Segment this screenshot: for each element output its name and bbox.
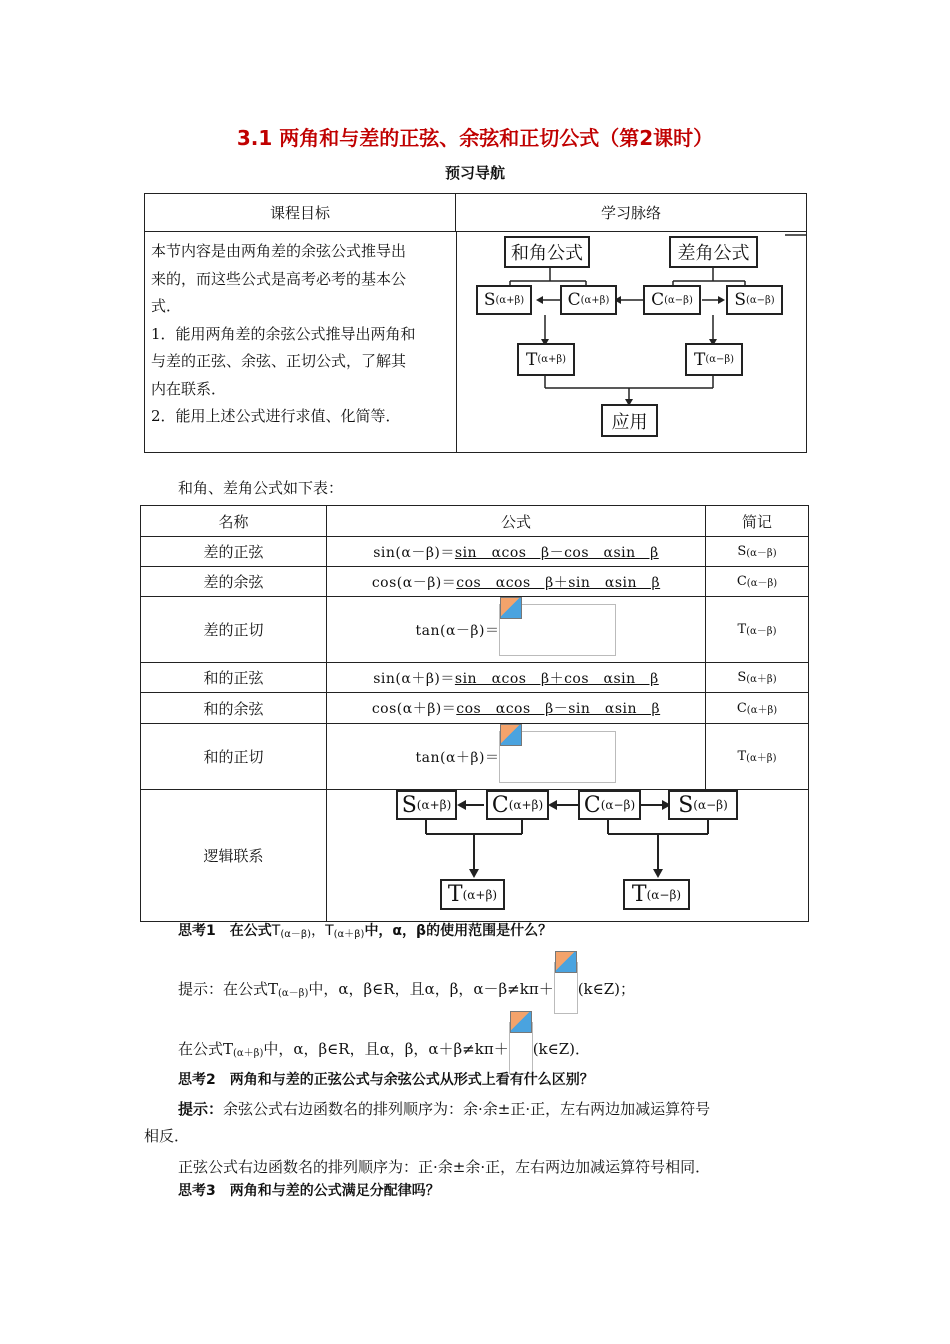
think1-t1-sub: (α－β) — [280, 929, 312, 940]
flow-s-sum — [476, 285, 532, 315]
abbr-sub: (α－β) — [746, 548, 777, 559]
formula-lhs: cos(α＋β)＝ — [371, 701, 457, 717]
image-placeholder-icon — [510, 1011, 532, 1033]
flow-c-diff — [643, 285, 701, 315]
row-formula — [327, 537, 706, 567]
flow-t-diff-label: T — [693, 349, 706, 370]
row-abbr — [706, 693, 808, 724]
flow-t-diff-sub: (α−β) — [705, 354, 735, 365]
logic-t-sum-label: T — [447, 882, 463, 907]
logic-t-sum — [440, 879, 505, 910]
row-formula — [327, 567, 706, 597]
fraction-image — [554, 962, 578, 1014]
logic-s-sum-label: S — [401, 792, 417, 818]
nav-header-flow: 学习脉络 — [456, 194, 806, 232]
flow-s-diff — [726, 285, 783, 315]
think1-sep: ， — [311, 923, 326, 939]
formula-lhs: sin(α－β)＝ — [373, 544, 455, 561]
formula-rhs: sin αcos β－cos αsin β — [454, 544, 659, 561]
flow-diff-label: 差角公式 — [677, 243, 750, 264]
image-placeholder-icon — [555, 951, 577, 973]
goal-line: 式． — [151, 297, 182, 315]
think2-question: 思考2 两角和与差的正弦公式与余弦公式从形式上看有什么区别？ — [178, 1072, 594, 1088]
logic-label: 逻辑联系 — [141, 790, 327, 921]
hint-b-end: (k∈Z)． — [532, 1040, 591, 1058]
flow-apply — [601, 404, 658, 437]
flow-c-sum — [560, 285, 617, 315]
page-title: 3.1 两角和与差的正弦、余弦和正切公式（第2课时） — [236, 126, 714, 150]
formula-rhs: cos αcos β＋sin αsin β — [456, 574, 661, 591]
goal-line: 来的，而这些公式是高考必考的基本公 — [151, 269, 407, 288]
logic-t-sum-sub: (α+β) — [462, 887, 498, 902]
fraction-image — [499, 731, 616, 783]
nav-header-goals: 课程目标 — [145, 194, 456, 232]
row-formula — [327, 597, 706, 663]
logic-s-diff-label: S — [678, 792, 694, 818]
abbr-sub: (α＋β) — [746, 674, 777, 685]
hint-a-rest: 中，α，β∈R，且α，β，α－β≠kπ＋ — [308, 980, 554, 998]
formula-lhs: tan(α－β)＝ — [415, 622, 500, 639]
abbr-sub: (α－β) — [746, 578, 778, 589]
row-name: 和的正切 — [141, 724, 327, 790]
flow-sum-formula — [504, 236, 590, 268]
flow-t-diff — [685, 343, 743, 376]
hint-b-sub: (α＋β) — [233, 1048, 264, 1059]
goal-line: 1．能用两角差的余弦公式推导出两角和 — [151, 324, 416, 343]
abbr-letter: S — [737, 670, 747, 685]
hint-b-t: T — [223, 1040, 234, 1058]
logic-t-diff-sub: (α−β) — [646, 887, 682, 902]
flow-c-sum-label: C — [567, 290, 581, 310]
logic-s-diff — [668, 790, 738, 820]
hint-a-label: 提示：在公式 — [178, 980, 269, 998]
flow-s-diff-label: S — [734, 290, 746, 310]
think2-hint-1b: 相反． — [144, 1127, 190, 1145]
row-name: 差的正弦 — [141, 537, 327, 567]
hint-a-t: T — [268, 980, 279, 998]
logic-t-diff — [623, 879, 690, 910]
formula-rhs: sin αcos β＋cos αsin β — [454, 670, 659, 687]
think2-hint-label: 提示： — [178, 1100, 224, 1118]
flow-sum-label: 和角公式 — [511, 243, 583, 264]
think1-t2: T — [325, 923, 334, 939]
intro-text: 和角、差角公式如下表： — [178, 479, 344, 497]
row-name: 和的余弦 — [141, 693, 327, 724]
flow-s-diff-sub: (α−β) — [745, 294, 775, 306]
row-abbr — [706, 597, 808, 663]
goal-line: 内在联系． — [151, 379, 227, 398]
abbr-letter: T — [737, 749, 747, 764]
abbr-letter: C — [736, 574, 747, 589]
row-formula — [327, 724, 706, 790]
hint-b-label: 在公式 — [178, 1040, 224, 1058]
think2-hint — [144, 1096, 814, 1181]
row-abbr — [706, 663, 808, 693]
logic-c-diff-sub: (α−β) — [600, 798, 636, 812]
hint-a-end: (k∈Z)； — [577, 980, 636, 998]
think2-hint-2: 正弦公式右边函数名的排列顺序为：正·余±余·正，左右两边加减运算符号相同． — [178, 1158, 711, 1176]
logic-c-diff-label: C — [583, 792, 601, 818]
row-abbr — [706, 724, 808, 790]
flow-s-sum-sub: (α+β) — [495, 294, 525, 306]
logic-c-sum-sub: (α+β) — [508, 798, 544, 812]
flow-c-diff-sub: (α−β) — [664, 294, 693, 306]
think3-question: 思考3 两角和与差的公式满足分配律吗？ — [178, 1183, 440, 1199]
think1-hint-a — [178, 962, 635, 1014]
goal-line: 与差的正弦、余弦、正切公式，了解其 — [151, 352, 407, 370]
formula-lhs: sin(α＋β)＝ — [373, 670, 455, 687]
goal-line: 2．能用上述公式进行求值、化简等． — [151, 407, 401, 425]
hint-b-rest: 中，α，β∈R，且α，β，α＋β≠kπ＋ — [263, 1040, 509, 1058]
header-name: 名称 — [141, 506, 327, 537]
flow-t-sum-label: T — [525, 349, 538, 370]
section-subtitle: 预习导航 — [444, 164, 505, 182]
abbr-letter: S — [737, 544, 747, 559]
flow-c-diff-label: C — [651, 290, 665, 310]
header-abbr: 简记 — [706, 506, 808, 537]
image-placeholder-icon — [500, 597, 522, 619]
flow-diff-formula — [669, 236, 758, 268]
flow-c-sum-sub: (α+β) — [580, 294, 610, 306]
logic-c-diff — [578, 790, 641, 820]
row-abbr — [706, 567, 808, 597]
row-abbr — [706, 537, 808, 567]
image-placeholder-icon — [500, 724, 522, 746]
goal-line: 本节内容是由两角差的余弦公式推导出 — [151, 242, 407, 260]
formula-lhs: cos(α－β)＝ — [371, 574, 457, 591]
flow-t-sum-sub: (α+β) — [537, 354, 567, 365]
think1-rest: 中，α，β的使用范围是什么？ — [364, 923, 553, 939]
row-name: 差的余弦 — [141, 567, 327, 597]
think1-question — [178, 918, 552, 948]
hint-a-sub: (α－β) — [278, 988, 309, 999]
header-formula: 公式 — [327, 506, 706, 537]
abbr-sub: (α－β) — [746, 626, 777, 637]
logic-s-diff-sub: (α−β) — [693, 798, 728, 812]
abbr-letter: C — [736, 700, 747, 716]
think1-t1: T — [271, 923, 281, 939]
abbr-sub: (α＋β) — [746, 753, 777, 764]
think2-hint-line1 — [144, 1096, 814, 1123]
row-formula — [327, 693, 706, 724]
abbr-letter: T — [737, 622, 747, 637]
think1-t2-sub: (α＋β) — [333, 929, 365, 940]
think1-label: 思考1 在公式 — [178, 923, 272, 939]
row-formula — [327, 663, 706, 693]
formula-rhs: cos αcos β－sin αsin β — [456, 701, 661, 717]
row-name: 差的正切 — [141, 597, 327, 663]
nav-goals — [151, 238, 451, 431]
logic-c-sum-label: C — [491, 792, 509, 818]
abbr-sub: (α＋β) — [746, 704, 778, 716]
flow-s-sum-label: S — [483, 290, 496, 310]
flow-apply-label: 应用 — [611, 411, 648, 433]
logic-t-diff-label: T — [631, 882, 647, 907]
fraction-image — [499, 604, 616, 656]
row-name: 和的正弦 — [141, 663, 327, 693]
logic-s-sum-sub: (α+β) — [416, 798, 452, 812]
flow-t-sum — [517, 343, 575, 376]
logic-s-sum — [396, 790, 457, 820]
think2-hint-1: 余弦公式右边函数名的排列顺序为：余·余±正·正，左右两边加减运算符号 — [223, 1100, 711, 1118]
logic-c-sum — [486, 790, 549, 820]
formula-lhs: tan(α＋β)＝ — [415, 749, 500, 766]
